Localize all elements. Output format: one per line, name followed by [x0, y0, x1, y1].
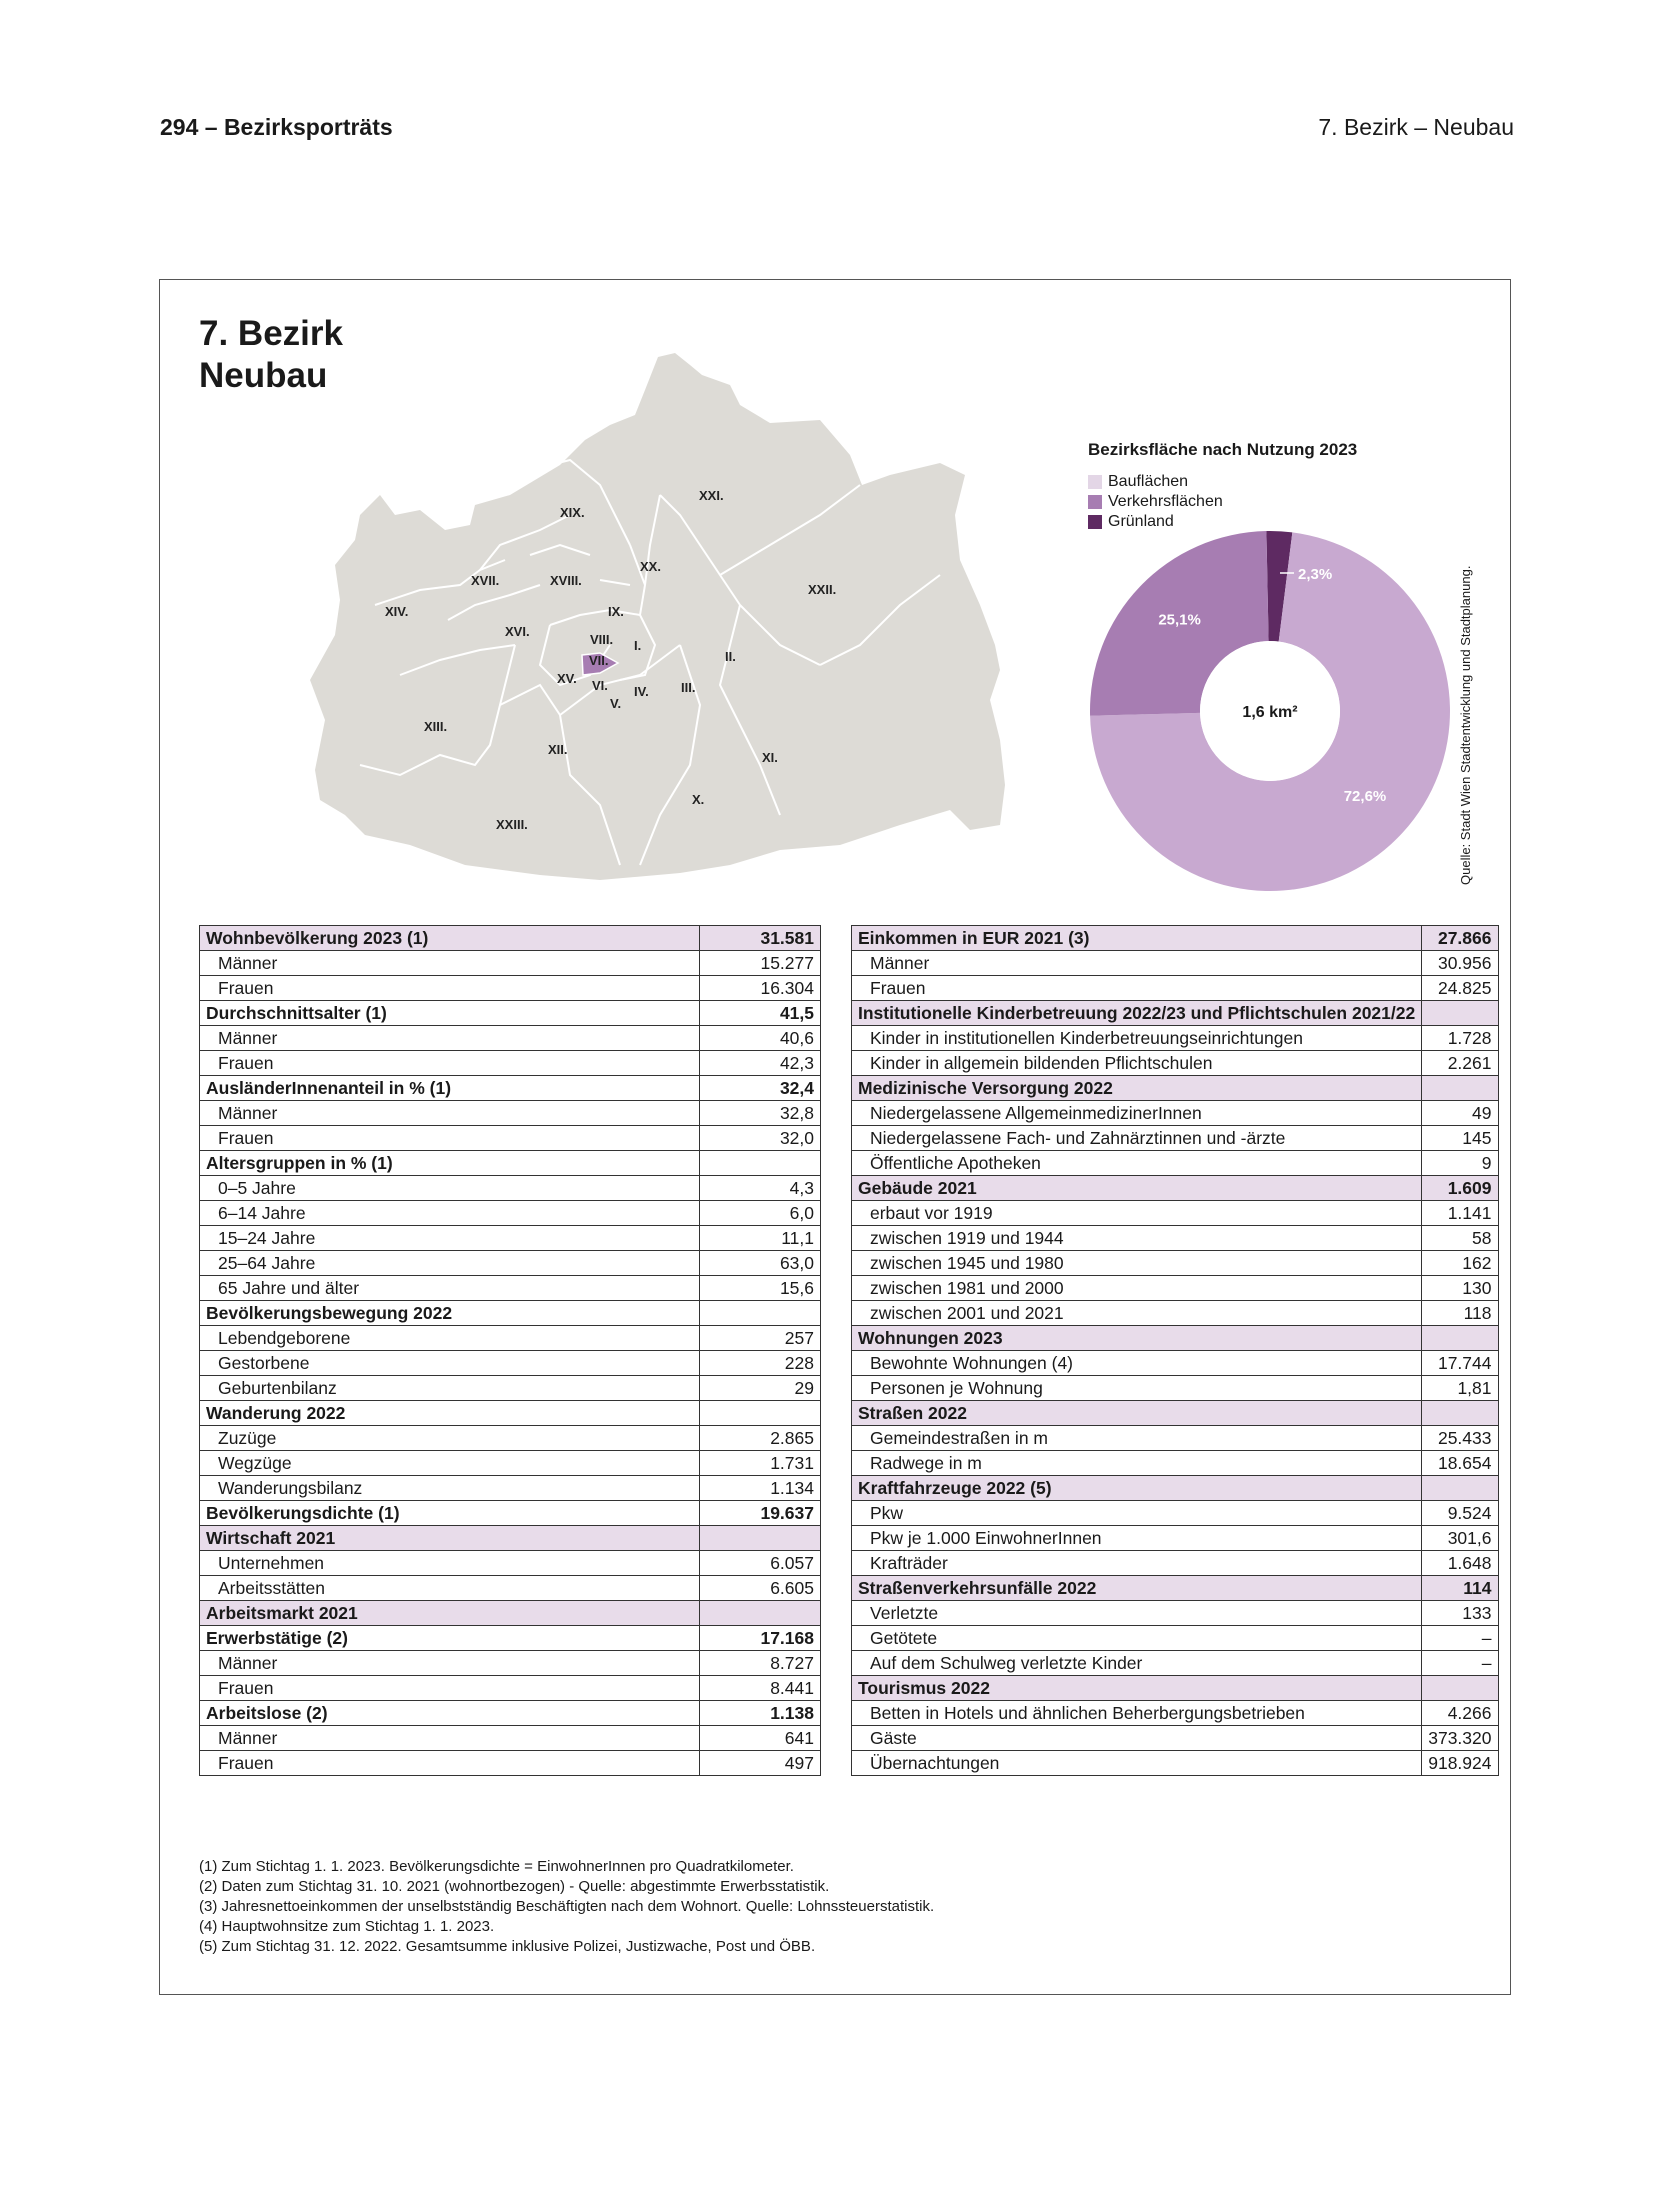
map-label-ix: IX.: [608, 604, 624, 619]
legend-swatch-verkehrsflaechen: [1088, 495, 1102, 509]
map-label-iv: IV.: [634, 684, 649, 699]
row-value: 8.441: [700, 1676, 821, 1701]
map-label-i: I.: [634, 638, 642, 653]
map-label-xi: XI.: [762, 750, 778, 765]
row-label: Bevölkerungsdichte (1): [200, 1501, 700, 1526]
row-value: 641: [700, 1726, 821, 1751]
row-label: Öffentliche Apotheken: [852, 1151, 1422, 1176]
row-value: 32,0: [700, 1126, 821, 1151]
page-chapter-header: 7. Bezirk – Neubau: [1318, 114, 1514, 140]
row-value: 1.138: [700, 1701, 821, 1726]
table-row: [852, 1501, 1499, 1526]
row-label: Männer: [200, 1651, 700, 1676]
table-row: [200, 1251, 821, 1276]
footnote: (4) Hauptwohnsitze zum Stichtag 1. 1. 2023.: [199, 1918, 495, 1935]
table-row: [200, 1301, 821, 1326]
row-value: 1.609: [1422, 1176, 1498, 1201]
table-row: [852, 1376, 1499, 1401]
map-label-xix: XIX.: [560, 505, 585, 520]
legend-item-verkehrsflaechen: [1088, 492, 1223, 512]
legend-swatch-bauflaechen: [1088, 475, 1102, 489]
row-value: 4,3: [700, 1176, 821, 1201]
row-value: 4.266: [1422, 1701, 1498, 1726]
table-row: [200, 1751, 821, 1776]
row-value: 63,0: [700, 1251, 821, 1276]
table-row: [852, 1126, 1499, 1151]
table-row: [852, 1251, 1499, 1276]
row-label: Gäste: [852, 1726, 1422, 1751]
row-label: Wegzüge: [200, 1451, 700, 1476]
row-value: [1422, 1326, 1498, 1351]
donut-label-grünland: 2,3%: [1298, 566, 1333, 583]
table-row: [852, 1326, 1499, 1351]
row-label: Frauen: [200, 1751, 700, 1776]
row-value: 162: [1422, 1251, 1498, 1276]
row-value: 41,5: [700, 1001, 821, 1026]
table-row: [200, 1276, 821, 1301]
map-label-xx: XX.: [640, 559, 661, 574]
row-value: 17.168: [700, 1626, 821, 1651]
row-value: 42,3: [700, 1051, 821, 1076]
district-title-line1: 7. Bezirk: [199, 314, 343, 353]
row-value: 8.727: [700, 1651, 821, 1676]
table-row: [852, 1551, 1499, 1576]
row-label: Durchschnittsalter (1): [200, 1001, 700, 1026]
row-value: 1.141: [1422, 1201, 1498, 1226]
table-row: [200, 1626, 821, 1651]
row-label: Radwege in m: [852, 1451, 1422, 1476]
row-label: Kraftfahrzeuge 2022 (5): [852, 1476, 1422, 1501]
row-value: 24.825: [1422, 976, 1498, 1001]
legend-item-bauflaechen: [1088, 472, 1223, 492]
row-label: Arbeitsstätten: [200, 1576, 700, 1601]
table-row: [852, 1101, 1499, 1126]
row-label: Niedergelassene AllgemeinmedizinerInnen: [852, 1101, 1422, 1126]
table-row: [200, 1476, 821, 1501]
row-label: Übernachtungen: [852, 1751, 1422, 1776]
row-value: [1422, 1076, 1498, 1101]
table-row: [200, 1501, 821, 1526]
table-row: [852, 1226, 1499, 1251]
row-value: 15,6: [700, 1276, 821, 1301]
row-value: 30.956: [1422, 951, 1498, 976]
map-label-viii: VIII.: [590, 632, 614, 647]
vienna-district-map: [300, 345, 1010, 893]
row-label: Arbeitsmarkt 2021: [200, 1601, 700, 1626]
row-value: 9: [1422, 1151, 1498, 1176]
row-label: Getötete: [852, 1626, 1422, 1651]
table-row: [200, 1226, 821, 1251]
map-label-xvii: XVII.: [471, 573, 500, 588]
table-row: [200, 1351, 821, 1376]
row-value: [1422, 1401, 1498, 1426]
map-label-iii: III.: [681, 680, 696, 695]
table-row: [200, 1601, 821, 1626]
table-row: [852, 1201, 1499, 1226]
map-label-xiv: XIV.: [385, 604, 409, 619]
table-row: [852, 1401, 1499, 1426]
map-label-vi: VI.: [592, 678, 608, 693]
row-value: 58: [1422, 1226, 1498, 1251]
row-label: Kinder in institutionellen Kinderbetreuungseinrichtungen: [852, 1026, 1422, 1051]
map-label-vii: VII.: [589, 653, 609, 668]
map-label-xvi: XVI.: [505, 624, 530, 639]
row-label: Gebäude 2021: [852, 1176, 1422, 1201]
row-label: Wohnbevölkerung 2023 (1): [200, 926, 700, 951]
legend-label-verkehrsflaechen: Verkehrsflächen: [1108, 493, 1223, 510]
table-row: [200, 951, 821, 976]
row-value: 6.057: [700, 1551, 821, 1576]
table-row: [200, 1126, 821, 1151]
map-label-x: X.: [692, 792, 705, 807]
footnotes: [199, 1857, 934, 1957]
table-row: [200, 1676, 821, 1701]
table-row: [852, 976, 1499, 1001]
table-row: [200, 1451, 821, 1476]
table-row: [852, 1451, 1499, 1476]
table-row: [200, 1551, 821, 1576]
donut-label-verkehrsflächen: 25,1%: [1158, 611, 1201, 629]
row-value: [700, 1526, 821, 1551]
footnote: (2) Daten zum Stichtag 31. 10. 2021 (wohnortbezogen) - Quelle: abgestimmte Erwerbsstatistik.: [199, 1878, 830, 1895]
table-row: [852, 1176, 1499, 1201]
row-label: 0–5 Jahre: [200, 1176, 700, 1201]
row-label: Bewohnte Wohnungen (4): [852, 1351, 1422, 1376]
row-label: Frauen: [200, 1126, 700, 1151]
table-row: [852, 1301, 1499, 1326]
row-label: Tourismus 2022: [852, 1676, 1422, 1701]
row-value: [700, 1151, 821, 1176]
row-label: Arbeitslose (2): [200, 1701, 700, 1726]
row-label: 25–64 Jahre: [200, 1251, 700, 1276]
legend-label-gruenland: Grünland: [1108, 513, 1174, 530]
row-label: Männer: [200, 1026, 700, 1051]
row-label: Frauen: [852, 976, 1422, 1001]
table-row: [200, 1326, 821, 1351]
table-row: [200, 1051, 821, 1076]
row-label: Frauen: [200, 1676, 700, 1701]
row-label: Zuzüge: [200, 1426, 700, 1451]
row-label: Niedergelassene Fach- und Zahnärztinnen und -ärzte: [852, 1126, 1422, 1151]
table-row: [852, 1701, 1499, 1726]
table-row: [852, 1626, 1499, 1651]
row-value: 373.320: [1422, 1726, 1498, 1751]
legend-label-bauflaechen: Bauflächen: [1108, 473, 1189, 490]
table-row: [852, 1001, 1499, 1026]
row-label: Krafträder: [852, 1551, 1422, 1576]
table-row: [200, 1376, 821, 1401]
table-row: [852, 1076, 1499, 1101]
row-value: –: [1422, 1626, 1498, 1651]
table-row: [200, 1151, 821, 1176]
row-value: 2.865: [700, 1426, 821, 1451]
row-value: 133: [1422, 1601, 1498, 1626]
row-value: [700, 1401, 821, 1426]
map-label-ii: II.: [725, 649, 736, 664]
row-label: Gestorbene: [200, 1351, 700, 1376]
row-label: Frauen: [200, 1051, 700, 1076]
row-value: 29: [700, 1376, 821, 1401]
row-label: 65 Jahre und älter: [200, 1276, 700, 1301]
row-label: Personen je Wohnung: [852, 1376, 1422, 1401]
land-use-donut-chart: [1084, 525, 1456, 897]
row-value: 16.304: [700, 976, 821, 1001]
row-label: zwischen 2001 und 2021: [852, 1301, 1422, 1326]
row-value: 32,8: [700, 1101, 821, 1126]
row-value: 6.605: [700, 1576, 821, 1601]
table-row: [852, 1351, 1499, 1376]
row-label: Männer: [200, 951, 700, 976]
row-value: 32,4: [700, 1076, 821, 1101]
row-label: Wanderung 2022: [200, 1401, 700, 1426]
row-value: 1.134: [700, 1476, 821, 1501]
row-label: Frauen: [200, 976, 700, 1001]
map-label-xxii: XXII.: [808, 582, 837, 597]
row-value: 31.581: [700, 926, 821, 951]
row-value: –: [1422, 1651, 1498, 1676]
row-value: 497: [700, 1751, 821, 1776]
source-note: Quelle: Stadt Wien Stadtentwicklung und Stadtplanung.: [1458, 565, 1473, 885]
row-label: Bevölkerungsbewegung 2022: [200, 1301, 700, 1326]
table-row: [200, 1176, 821, 1201]
donut-label-bauflächen: 72,6%: [1343, 788, 1387, 805]
chart-title: Bezirksfläche nach Nutzung 2023: [1088, 440, 1358, 459]
row-value: 257: [700, 1326, 821, 1351]
row-label: AusländerInnenanteil in % (1): [200, 1076, 700, 1101]
map-label-v: V.: [610, 696, 622, 711]
row-label: Wirtschaft 2021: [200, 1526, 700, 1551]
table-row: [852, 1151, 1499, 1176]
map-label-xxi: XXI.: [699, 488, 724, 503]
row-label: Lebendgeborene: [200, 1326, 700, 1351]
row-label: Kinder in allgemein bildenden Pflichtschulen: [852, 1051, 1422, 1076]
map-label-xxiii: XXIII.: [496, 817, 528, 832]
row-value: 18.654: [1422, 1451, 1498, 1476]
row-value: 17.744: [1422, 1351, 1498, 1376]
row-label: Geburtenbilanz: [200, 1376, 700, 1401]
table-row: [200, 1401, 821, 1426]
table-row: [200, 1576, 821, 1601]
row-label: Pkw: [852, 1501, 1422, 1526]
table-row: [200, 1076, 821, 1101]
vienna-outline: [310, 353, 1005, 880]
row-value: 11,1: [700, 1226, 821, 1251]
table-row: [852, 1751, 1499, 1776]
table-row: [852, 1526, 1499, 1551]
table-row: [200, 1001, 821, 1026]
row-value: [1422, 1476, 1498, 1501]
row-label: zwischen 1981 und 2000: [852, 1276, 1422, 1301]
row-label: zwischen 1919 und 1944: [852, 1226, 1422, 1251]
table-row: [200, 1026, 821, 1051]
row-value: 114: [1422, 1576, 1498, 1601]
table-row: [200, 1651, 821, 1676]
map-label-xiii: XIII.: [424, 719, 448, 734]
row-value: 27.866: [1422, 926, 1498, 951]
row-value: 25.433: [1422, 1426, 1498, 1451]
row-value: 918.924: [1422, 1751, 1498, 1776]
map-label-xii: XII.: [548, 742, 568, 757]
row-label: 15–24 Jahre: [200, 1226, 700, 1251]
table-row: [852, 1651, 1499, 1676]
table-row: [852, 1426, 1499, 1451]
row-value: 118: [1422, 1301, 1498, 1326]
chart-legend: [1088, 472, 1223, 532]
row-label: 6–14 Jahre: [200, 1201, 700, 1226]
row-label: Auf dem Schulweg verletzte Kinder: [852, 1651, 1422, 1676]
row-value: 1.648: [1422, 1551, 1498, 1576]
table-row: [852, 951, 1499, 976]
table-row: [852, 1476, 1499, 1501]
row-label: Straßenverkehrsunfälle 2022: [852, 1576, 1422, 1601]
row-value: 2.261: [1422, 1051, 1498, 1076]
row-label: Verletzte: [852, 1601, 1422, 1626]
table-row: [200, 1101, 821, 1126]
row-value: 1.731: [700, 1451, 821, 1476]
row-label: zwischen 1945 und 1980: [852, 1251, 1422, 1276]
row-label: Einkommen in EUR 2021 (3): [852, 926, 1422, 951]
donut-center-label: 1,6 km²: [1242, 704, 1298, 721]
row-value: 19.637: [700, 1501, 821, 1526]
footnote: (3) Jahresnettoeinkommen der unselbstständig Beschäftigten nach dem Wohnort. Quelle: Lohnssteuerstatistik.: [199, 1898, 935, 1915]
row-label: Männer: [852, 951, 1422, 976]
row-value: 1,81: [1422, 1376, 1498, 1401]
row-label: Männer: [200, 1101, 700, 1126]
row-label: Pkw je 1.000 EinwohnerInnen: [852, 1526, 1422, 1551]
row-label: Betten in Hotels und ähnlichen Beherbergungsbetrieben: [852, 1701, 1422, 1726]
row-value: [700, 1301, 821, 1326]
map-label-xviii: XVIII.: [550, 573, 582, 588]
row-label: erbaut vor 1919: [852, 1201, 1422, 1226]
row-label: Erwerbstätige (2): [200, 1626, 700, 1651]
table-row: [852, 1601, 1499, 1626]
row-value: 6,0: [700, 1201, 821, 1226]
table-row: [852, 1026, 1499, 1051]
map-label-xv: XV.: [557, 671, 577, 686]
row-value: [1422, 1676, 1498, 1701]
table-row: [852, 1276, 1499, 1301]
table-row: [852, 1726, 1499, 1751]
row-label: Unternehmen: [200, 1551, 700, 1576]
table-row: [200, 976, 821, 1001]
district-title-line2: Neubau: [199, 356, 328, 395]
row-value: 40,6: [700, 1026, 821, 1051]
table-row: [852, 926, 1499, 951]
row-value: 228: [700, 1351, 821, 1376]
row-label: Altersgruppen in % (1): [200, 1151, 700, 1176]
row-label: Wohnungen 2023: [852, 1326, 1422, 1351]
row-value: 145: [1422, 1126, 1498, 1151]
row-value: [1422, 1001, 1498, 1026]
row-label: Männer: [200, 1726, 700, 1751]
left-statistics-table: [199, 925, 821, 1776]
row-value: 130: [1422, 1276, 1498, 1301]
row-value: 1.728: [1422, 1026, 1498, 1051]
table-row: [852, 1576, 1499, 1601]
right-statistics-table: [851, 925, 1499, 1776]
row-label: Institutionelle Kinderbetreuung 2022/23 und Pflichtschulen 2021/22: [852, 1001, 1422, 1026]
page-section-header: 294 – Bezirksporträts: [160, 114, 393, 140]
table-row: [852, 1676, 1499, 1701]
table-row: [200, 1426, 821, 1451]
footnote: (5) Zum Stichtag 31. 12. 2022. Gesamtsumme inklusive Polizei, Justizwache, Post und ÖBB.: [199, 1938, 816, 1955]
footnote: (1) Zum Stichtag 1. 1. 2023. Bevölkerungsdichte = EinwohnerInnen pro Quadratkilometer.: [199, 1858, 794, 1875]
table-row: [200, 1726, 821, 1751]
row-label: Wanderungsbilanz: [200, 1476, 700, 1501]
row-label: Straßen 2022: [852, 1401, 1422, 1426]
row-label: Medizinische Versorgung 2022: [852, 1076, 1422, 1101]
table-row: [200, 926, 821, 951]
row-value: [700, 1601, 821, 1626]
table-row: [200, 1201, 821, 1226]
row-value: 301,6: [1422, 1526, 1498, 1551]
row-value: 9.524: [1422, 1501, 1498, 1526]
row-value: 49: [1422, 1101, 1498, 1126]
table-row: [200, 1701, 821, 1726]
table-row: [852, 1051, 1499, 1076]
table-row: [200, 1526, 821, 1551]
row-label: Gemeindestraßen in m: [852, 1426, 1422, 1451]
row-value: 15.277: [700, 951, 821, 976]
